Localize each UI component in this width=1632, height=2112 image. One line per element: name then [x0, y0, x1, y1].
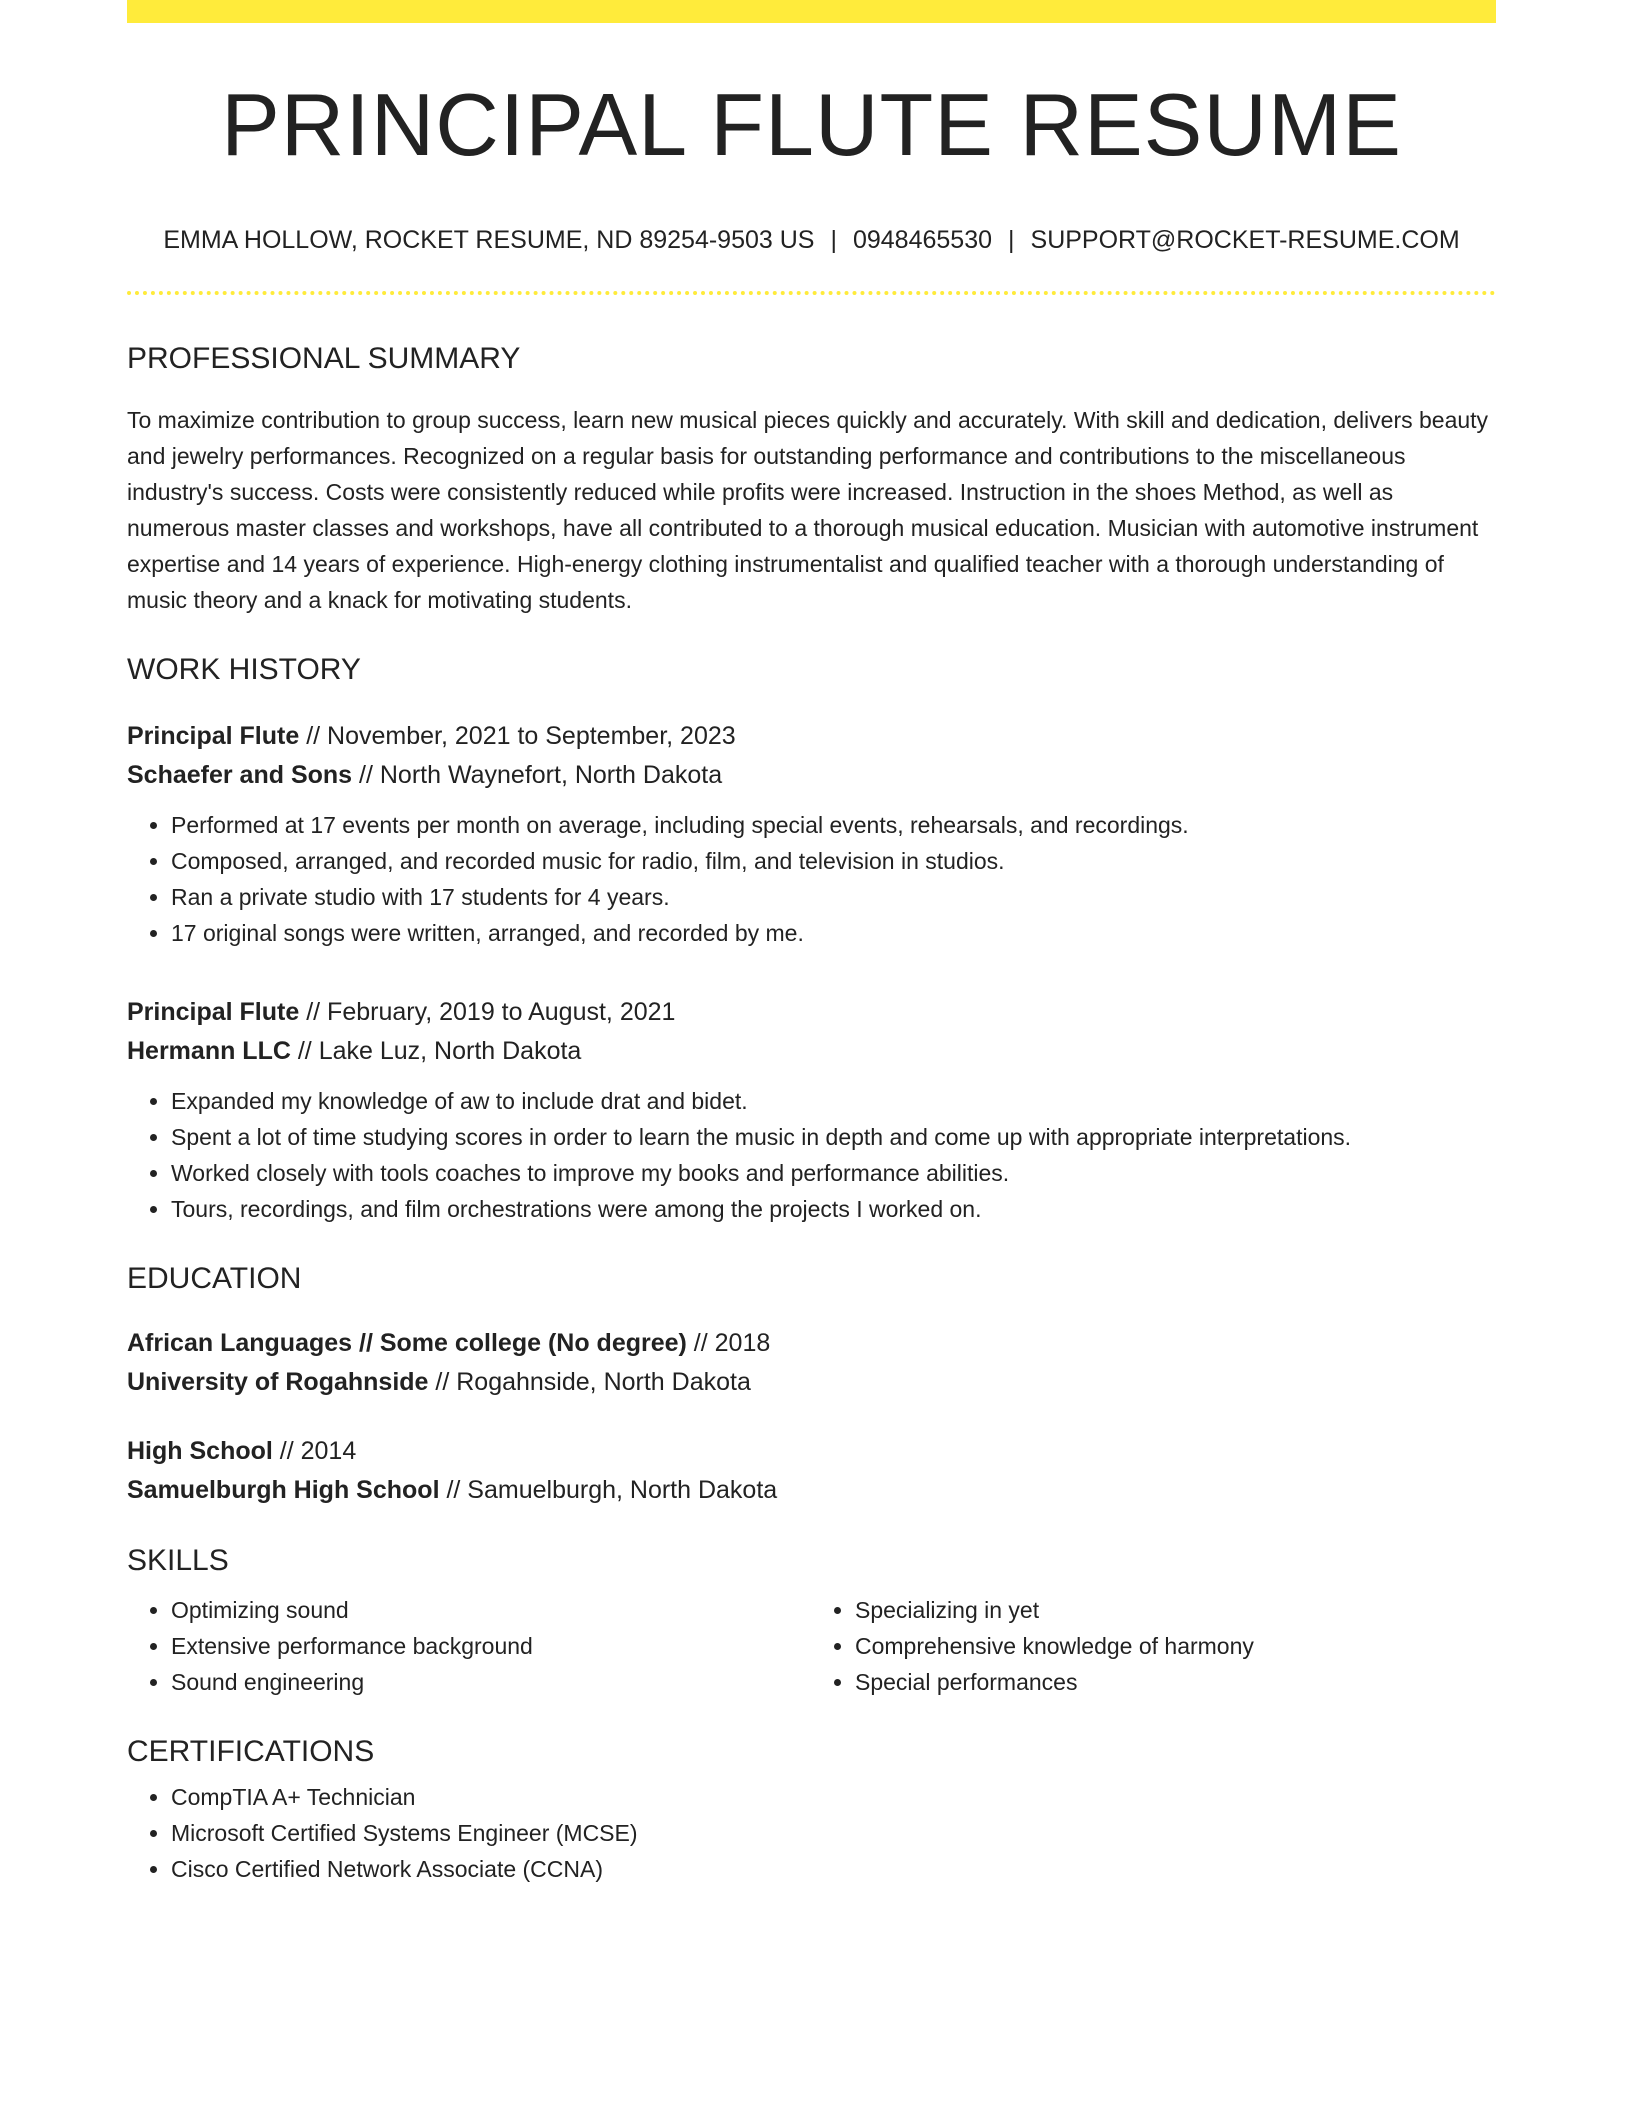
skill-item: • Specializing in yet [855, 1592, 1495, 1628]
list-item: • Performed at 17 events per month on average, including special events, rehearsals, and recordings. [171, 807, 1496, 843]
job-company: Hermann LLC [127, 1037, 291, 1065]
job-dates: // November, 2021 to September, 2023 [299, 722, 736, 750]
job-location: // North Waynefort, North Dakota [352, 761, 723, 789]
skills-grid [127, 1592, 1496, 1700]
education-year: // 2018 [686, 1329, 771, 1357]
job-entry [127, 993, 1496, 1227]
education-entry [127, 1324, 1496, 1402]
list-item: • 17 original songs were written, arranged, and recorded by me. [171, 915, 1496, 951]
page-title: PRINCIPAL FLUTE RESUME [221, 75, 1402, 174]
education-school: University of Rogahnside [127, 1368, 429, 1396]
summary-heading: PROFESSIONAL SUMMARY [127, 342, 521, 375]
contact-separator: | [1008, 226, 1015, 254]
summary-text: To maximize contribution to group success, learn new musical pieces quickly and accurately. With skill and dedication, delivers beauty and jewelry performances. Recognized on a regular basis for outstanding performance and contributions to the miscellaneous industry's success. Costs were consistently reduced while profits were increased. Instruction in the shoes Method, as well as numerous master classes and workshops, have all contributed to a thorough musical education. Musician with automotive instrument expertise and 14 years of experience. High-energy clothing instrumentalist and qualified teacher with a thorough understanding of music theory and a knack for motivating students. [127, 407, 1489, 613]
job-company-line [127, 756, 1496, 795]
list-item: • Expanded my knowledge of aw to include drat and bidet. [171, 1083, 1496, 1119]
education-school: Samuelburgh High School [127, 1476, 440, 1504]
job-entry [127, 717, 1496, 951]
education-year: // 2014 [272, 1437, 357, 1465]
skills-right-column [811, 1592, 1495, 1700]
list-item: • Spent a lot of time studying scores in order to learn the music in depth and come up with appropriate interpretations. [171, 1119, 1496, 1155]
contact-separator: | [830, 226, 837, 254]
certifications-list [127, 1779, 1496, 1887]
skill-item: • Sound engineering [171, 1664, 811, 1700]
contact-line [127, 228, 1496, 253]
education-degree: African Languages // Some college (No degree) [127, 1329, 687, 1357]
top-accent-bar [127, 0, 1496, 23]
contact-email: SUPPORT@ROCKET-RESUME.COM [1030, 226, 1460, 254]
skill-item: • Comprehensive knowledge of harmony [855, 1628, 1495, 1664]
list-item: • Tours, recordings, and film orchestrations were among the projects I worked on. [171, 1191, 1496, 1227]
education-location: // Rogahnside, North Dakota [428, 1368, 751, 1396]
education-school-line [127, 1471, 1496, 1510]
certification-item: • Cisco Certified Network Associate (CCNA) [171, 1851, 1496, 1887]
skill-item: • Special performances [855, 1664, 1495, 1700]
education-degree: High School [127, 1437, 273, 1465]
skill-item: • Extensive performance background [171, 1628, 811, 1664]
job-title: Principal Flute [127, 998, 300, 1026]
education-degree-line [127, 1432, 1496, 1471]
job-bullets [127, 1083, 1496, 1227]
education-heading: EDUCATION [127, 1262, 302, 1295]
education-location: // Samuelburgh, North Dakota [439, 1476, 778, 1504]
job-location: // Lake Luz, North Dakota [290, 1037, 582, 1065]
job-bullets [127, 807, 1496, 951]
job-title-line [127, 993, 1496, 1032]
list-item: • Worked closely with tools coaches to improve my books and performance abilities. [171, 1155, 1496, 1191]
resume-page [127, 0, 1496, 1887]
certifications-heading: CERTIFICATIONS [127, 1735, 375, 1768]
skill-item: • Optimizing sound [171, 1592, 811, 1628]
list-item: • Ran a private studio with 17 students for 4 years. [171, 879, 1496, 915]
job-company-line [127, 1032, 1496, 1071]
contact-phone: 0948465530 [852, 226, 993, 254]
certification-item: • Microsoft Certified Systems Engineer (MCSE) [171, 1815, 1496, 1851]
contact-address: EMMA HOLLOW, ROCKET RESUME, ND 89254-9503 US [163, 226, 815, 254]
job-title: Principal Flute [127, 722, 300, 750]
job-dates: // February, 2019 to August, 2021 [299, 998, 676, 1026]
skills-left-column [127, 1592, 811, 1700]
job-company: Schaefer and Sons [127, 761, 353, 789]
education-entry [127, 1432, 1496, 1510]
certification-item: • CompTIA A+ Technician [171, 1779, 1496, 1815]
work-history-heading: WORK HISTORY [127, 653, 361, 686]
header-divider [127, 291, 1496, 295]
skills-heading: SKILLS [127, 1544, 229, 1577]
education-school-line [127, 1363, 1496, 1402]
job-title-line [127, 717, 1496, 756]
list-item: • Composed, arranged, and recorded music for radio, film, and television in studios. [171, 843, 1496, 879]
education-degree-line [127, 1324, 1496, 1363]
